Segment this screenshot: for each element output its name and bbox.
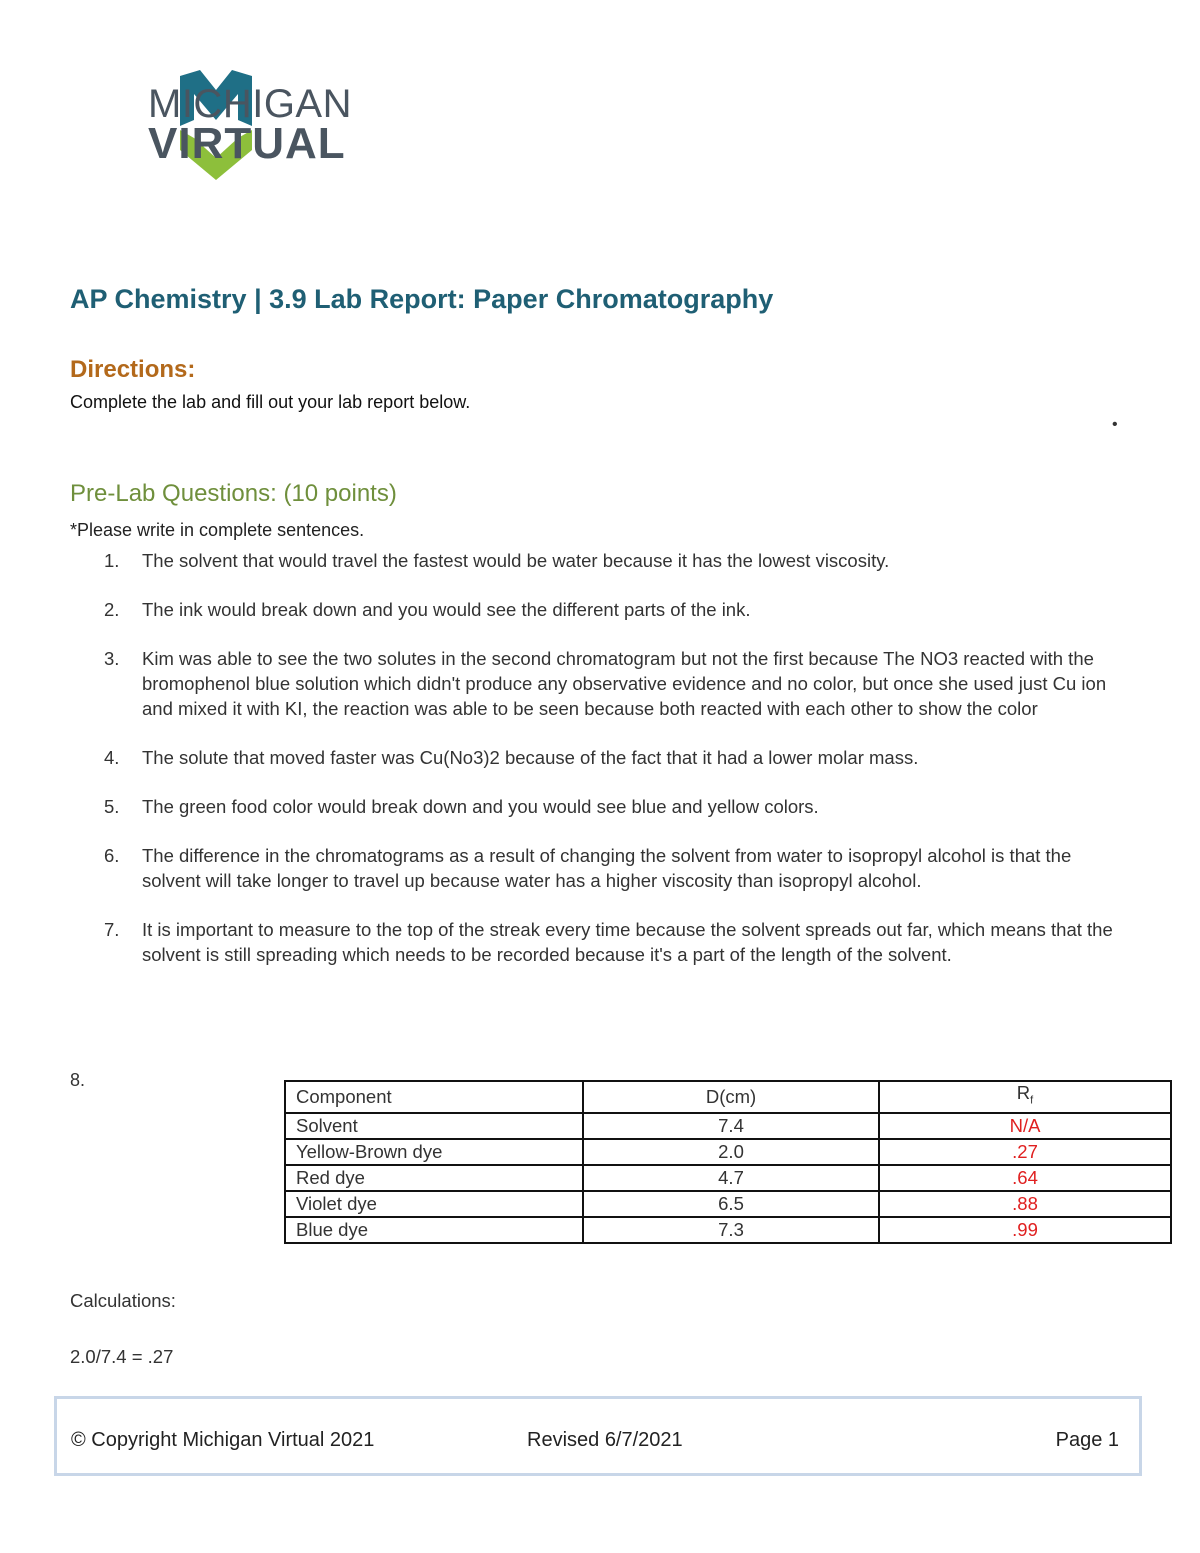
answer-text: The green food color would break down and you would see blue and yellow colors. (142, 796, 819, 817)
cell-component: Red dye (285, 1165, 583, 1191)
question-number-8: 8. (70, 1070, 86, 1090)
table-header-row (285, 1081, 1171, 1113)
rf-data-table (284, 1080, 1172, 1244)
table-row (285, 1217, 1171, 1243)
cell-rf: N/A (879, 1113, 1171, 1139)
question-number: 3. (104, 648, 120, 669)
table-row (285, 1139, 1171, 1165)
table-row (285, 1191, 1171, 1217)
question-number: 1. (104, 550, 120, 571)
page-footer (54, 1396, 1142, 1476)
directions-text: Complete the lab and fill out your lab report below. (70, 392, 471, 412)
prelab-question-list (70, 548, 1130, 991)
cell-rf: .64 (879, 1165, 1171, 1191)
cell-distance: 6.5 (583, 1191, 879, 1217)
header-distance: D(cm) (583, 1081, 879, 1113)
logo-text-virtual: VIRTUAL (148, 119, 346, 168)
question-number: 7. (104, 919, 120, 940)
cell-component: Solvent (285, 1113, 583, 1139)
cell-rf: .27 (879, 1139, 1171, 1165)
answer-text: The ink would break down and you would see the different parts of the ink. (142, 599, 751, 620)
list-item (70, 646, 1130, 721)
cell-rf: .99 (879, 1217, 1171, 1243)
footer-page-number: Page 1 (1055, 1429, 1119, 1451)
logo-text-michigan: MICHIGAN (148, 82, 352, 126)
list-item (70, 548, 1130, 573)
table-row (285, 1113, 1171, 1139)
cell-distance: 7.4 (583, 1113, 879, 1139)
list-item (70, 597, 1130, 622)
question-number: 2. (104, 599, 120, 620)
answer-text: The solute that moved faster was Cu(No3)2 because of the fact that it had a lower molar mass. (142, 747, 919, 768)
cell-component: Yellow-Brown dye (285, 1139, 583, 1165)
list-item (70, 843, 1130, 893)
list-item (70, 794, 1130, 819)
page-title: AP Chemistry | 3.9 Lab Report: Paper Chromatography (70, 284, 774, 314)
question-number: 5. (104, 796, 120, 817)
header-rf: $R_f$ (879, 1081, 1171, 1113)
cell-component: Violet dye (285, 1191, 583, 1217)
calculation-line: 2.0/7.4 = .27 (70, 1346, 174, 1367)
calculations-label: Calculations: (70, 1290, 176, 1311)
answer-text: The difference in the chromatograms as a result of changing the solvent from water to isopropyl alcohol is that the solvent will take longer to travel up because water has a higher viscosity than isopropyl alcohol. (142, 845, 1072, 891)
directions-heading: Directions: (70, 356, 196, 383)
cell-component: Blue dye (285, 1217, 583, 1243)
header-component: Component (285, 1081, 583, 1113)
prelab-instruction: *Please write in complete sentences. (70, 520, 365, 540)
question-number: 4. (104, 747, 120, 768)
footer-copyright: © Copyright Michigan Virtual 2021 (71, 1429, 375, 1451)
question-number: 6. (104, 845, 120, 866)
footer-revised: Revised 6/7/2021 (527, 1429, 683, 1451)
answer-text: It is important to measure to the top of the streak every time because the solvent spreads out far, which means that the solvent is still spreading which needs to be recorded because it's a part of the length of the solvent. (142, 919, 1113, 965)
answer-text: Kim was able to see the two solutes in the second chromatogram but not the first because The NO3 reacted with the bromophenol blue solution which didn't produce any observative evidence and no color, but once she used just Cu ion and mixed it with KI, the reaction was able to be seen because both reacted with each other to show the color (142, 648, 1107, 719)
cell-rf: .88 (879, 1191, 1171, 1217)
answer-text: The solvent that would travel the fastest would be water because it has the lowest viscosity. (142, 550, 890, 571)
stray-mark: • (1112, 416, 1118, 433)
cell-distance: 2.0 (583, 1139, 879, 1165)
table-row (285, 1165, 1171, 1191)
cell-distance: 4.7 (583, 1165, 879, 1191)
prelab-heading: Pre-Lab Questions: (10 points) (70, 480, 397, 507)
list-item (70, 917, 1130, 967)
list-item (70, 745, 1130, 770)
cell-distance: 7.3 (583, 1217, 879, 1243)
